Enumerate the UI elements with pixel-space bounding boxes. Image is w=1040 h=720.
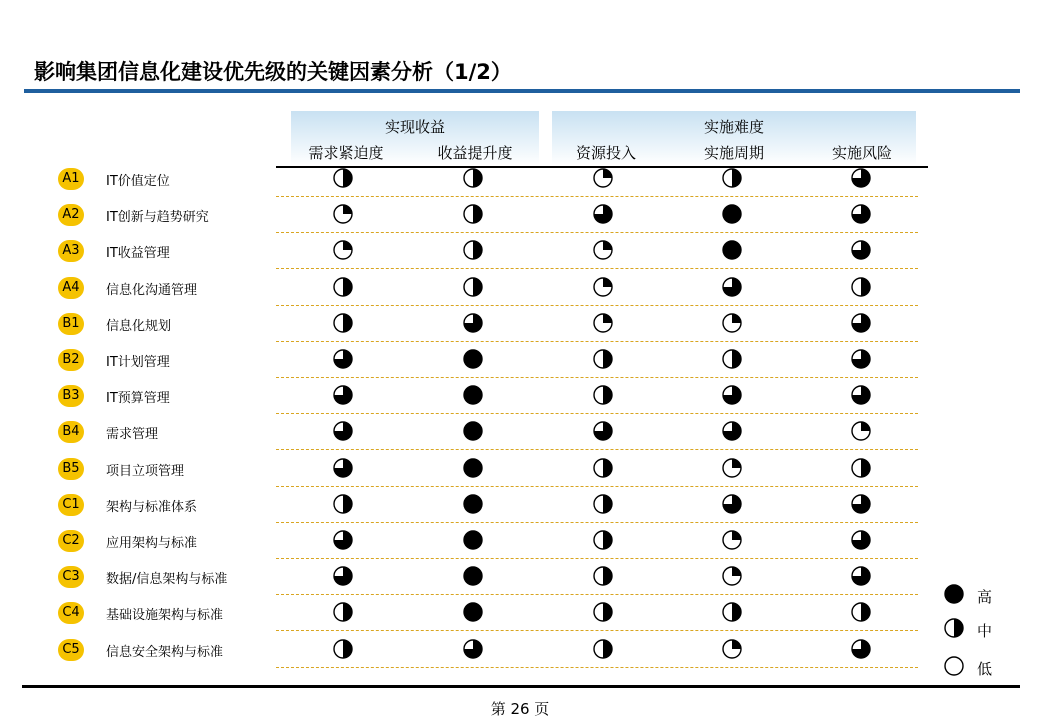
rating-medium-icon bbox=[593, 602, 613, 622]
table-row bbox=[0, 271, 1040, 307]
footer-rule bbox=[22, 685, 1020, 688]
rating-low-icon bbox=[722, 530, 742, 550]
title-underline bbox=[24, 89, 1020, 93]
table-row bbox=[0, 596, 1040, 632]
row-divider bbox=[276, 305, 918, 306]
rating-high-icon bbox=[851, 385, 871, 405]
factor-code-badge: B2 bbox=[58, 349, 84, 371]
factor-code-badge: A2 bbox=[58, 204, 84, 226]
column-header-duration: 实施周期 bbox=[703, 144, 764, 162]
rating-medium-icon bbox=[851, 277, 871, 297]
rating-high-icon bbox=[463, 313, 483, 333]
rating-full-icon bbox=[722, 240, 742, 260]
rating-medium-icon bbox=[722, 602, 742, 622]
table-row bbox=[0, 560, 1040, 596]
legend-high-icon bbox=[944, 584, 964, 604]
rating-medium-icon bbox=[593, 385, 613, 405]
rating-high-icon bbox=[851, 639, 871, 659]
factor-label: 信息安全架构与标准 bbox=[106, 644, 224, 660]
column-header-risk: 实施风险 bbox=[831, 144, 892, 162]
rating-medium-icon bbox=[593, 639, 613, 659]
group-label-difficulty: 实施难度 bbox=[703, 118, 764, 136]
rating-high-icon bbox=[333, 566, 353, 586]
row-divider bbox=[276, 558, 918, 559]
column-header-benefit-gain: 收益提升度 bbox=[437, 144, 513, 162]
legend-low-label: 低 bbox=[977, 660, 993, 678]
rating-low-icon bbox=[722, 639, 742, 659]
rating-high-icon bbox=[851, 566, 871, 586]
legend-medium-label: 中 bbox=[977, 622, 993, 640]
rating-full-icon bbox=[463, 566, 483, 586]
factor-label: 项目立项管理 bbox=[106, 463, 185, 479]
rating-medium-icon bbox=[333, 277, 353, 297]
row-divider bbox=[276, 341, 918, 342]
factor-code-badge: B3 bbox=[58, 385, 84, 407]
factor-label: IT创新与趋势研究 bbox=[106, 210, 209, 226]
group-label-benefit: 实现收益 bbox=[384, 118, 445, 136]
factor-label: 数据/信息架构与标准 bbox=[106, 572, 228, 588]
rating-medium-icon bbox=[722, 349, 742, 369]
factor-code-badge: B4 bbox=[58, 421, 84, 443]
rating-full-icon bbox=[722, 204, 742, 224]
rating-high-icon bbox=[333, 421, 353, 441]
rating-medium-icon bbox=[333, 602, 353, 622]
table-row bbox=[0, 307, 1040, 343]
row-divider bbox=[276, 522, 918, 523]
rating-medium-icon bbox=[593, 530, 613, 550]
row-divider bbox=[276, 232, 918, 233]
rating-medium-icon bbox=[333, 313, 353, 333]
rating-low-icon bbox=[722, 313, 742, 333]
rating-medium-icon bbox=[463, 168, 483, 188]
table-row bbox=[0, 198, 1040, 234]
factor-code-badge: C3 bbox=[58, 566, 84, 588]
rating-full-icon bbox=[463, 385, 483, 405]
rating-full-icon bbox=[463, 421, 483, 441]
factor-label: 架构与标准体系 bbox=[106, 499, 198, 515]
rating-medium-icon bbox=[333, 494, 353, 514]
table-row bbox=[0, 379, 1040, 415]
row-divider bbox=[276, 196, 918, 197]
rating-medium-icon bbox=[851, 458, 871, 478]
row-divider bbox=[276, 268, 918, 269]
rating-full-icon bbox=[463, 349, 483, 369]
rating-high-icon bbox=[722, 385, 742, 405]
factor-label: IT价值定位 bbox=[106, 174, 170, 189]
table-row bbox=[0, 452, 1040, 488]
rating-high-icon bbox=[333, 530, 353, 550]
factor-label: 信息化沟通管理 bbox=[106, 282, 198, 298]
rating-medium-icon bbox=[333, 168, 353, 188]
rating-high-icon bbox=[593, 204, 613, 224]
rating-high-icon bbox=[722, 277, 742, 297]
table-row bbox=[0, 633, 1040, 669]
factor-code-badge: B1 bbox=[58, 313, 84, 335]
rating-high-icon bbox=[851, 530, 871, 550]
rating-low-icon bbox=[593, 168, 613, 188]
rating-high-icon bbox=[463, 639, 483, 659]
factor-label: IT计划管理 bbox=[106, 355, 170, 370]
rating-low-icon bbox=[722, 566, 742, 586]
rating-low-icon bbox=[593, 277, 613, 297]
factor-code-badge: C2 bbox=[58, 530, 84, 552]
legend-low-icon bbox=[944, 656, 964, 676]
rating-medium-icon bbox=[593, 566, 613, 586]
rating-low-icon bbox=[593, 240, 613, 260]
rating-medium-icon bbox=[593, 494, 613, 514]
rating-medium-icon bbox=[593, 349, 613, 369]
page-title: 影响集团信息化建设优先级的关键因素分析（1/2） bbox=[34, 60, 512, 84]
rating-high-icon bbox=[333, 385, 353, 405]
table-row bbox=[0, 162, 1040, 198]
rating-medium-icon bbox=[593, 458, 613, 478]
table-row bbox=[0, 415, 1040, 451]
row-divider bbox=[276, 630, 918, 631]
rating-high-icon bbox=[851, 240, 871, 260]
factor-code-badge: A3 bbox=[58, 240, 84, 262]
rating-high-icon bbox=[722, 494, 742, 514]
factor-code-badge: C5 bbox=[58, 639, 84, 661]
row-divider bbox=[276, 413, 918, 414]
row-divider bbox=[276, 486, 918, 487]
row-divider bbox=[276, 594, 918, 595]
rating-high-icon bbox=[851, 349, 871, 369]
factor-label: 应用架构与标准 bbox=[106, 536, 198, 551]
legend-high-label: 高 bbox=[977, 588, 993, 606]
rating-low-icon bbox=[333, 204, 353, 224]
rating-high-icon bbox=[722, 421, 742, 441]
rating-high-icon bbox=[851, 168, 871, 188]
rating-high-icon bbox=[851, 204, 871, 224]
rating-low-icon bbox=[333, 240, 353, 260]
rating-full-icon bbox=[463, 494, 483, 514]
table-row bbox=[0, 343, 1040, 379]
rating-high-icon bbox=[333, 349, 353, 369]
rating-full-icon bbox=[463, 458, 483, 478]
rating-low-icon bbox=[851, 421, 871, 441]
rating-high-icon bbox=[333, 458, 353, 478]
rating-low-icon bbox=[722, 458, 742, 478]
factor-label: 信息化规划 bbox=[106, 318, 172, 334]
rating-high-icon bbox=[851, 494, 871, 514]
rating-medium-icon bbox=[463, 277, 483, 297]
rating-full-icon bbox=[463, 530, 483, 550]
factor-label: IT收益管理 bbox=[106, 246, 170, 262]
rating-medium-icon bbox=[722, 168, 742, 188]
legend-medium-icon bbox=[944, 618, 964, 638]
row-divider bbox=[276, 377, 918, 378]
factor-code-badge: B5 bbox=[58, 458, 84, 480]
page-number: 第 26 页 bbox=[490, 700, 550, 718]
factor-code-badge: C1 bbox=[58, 494, 84, 516]
table-row bbox=[0, 234, 1040, 270]
table-row bbox=[0, 524, 1040, 560]
rating-low-icon bbox=[593, 313, 613, 333]
rating-medium-icon bbox=[463, 240, 483, 260]
factor-code-badge: A4 bbox=[58, 277, 84, 299]
factor-code-badge: A1 bbox=[58, 168, 84, 190]
factor-label: IT预算管理 bbox=[106, 391, 170, 407]
row-divider bbox=[276, 667, 918, 668]
factor-label: 基础设施架构与标准 bbox=[106, 608, 224, 624]
table-row bbox=[0, 488, 1040, 524]
rating-high-icon bbox=[593, 421, 613, 441]
column-header-urgency: 需求紧迫度 bbox=[308, 144, 384, 162]
rating-medium-icon bbox=[463, 204, 483, 224]
rating-high-icon bbox=[851, 313, 871, 333]
row-divider bbox=[276, 449, 918, 450]
rating-medium-icon bbox=[851, 602, 871, 622]
factor-label: 需求管理 bbox=[106, 427, 159, 443]
factor-code-badge: C4 bbox=[58, 602, 84, 624]
rating-full-icon bbox=[463, 602, 483, 622]
rating-medium-icon bbox=[333, 639, 353, 659]
column-header-resources: 资源投入 bbox=[575, 144, 636, 162]
